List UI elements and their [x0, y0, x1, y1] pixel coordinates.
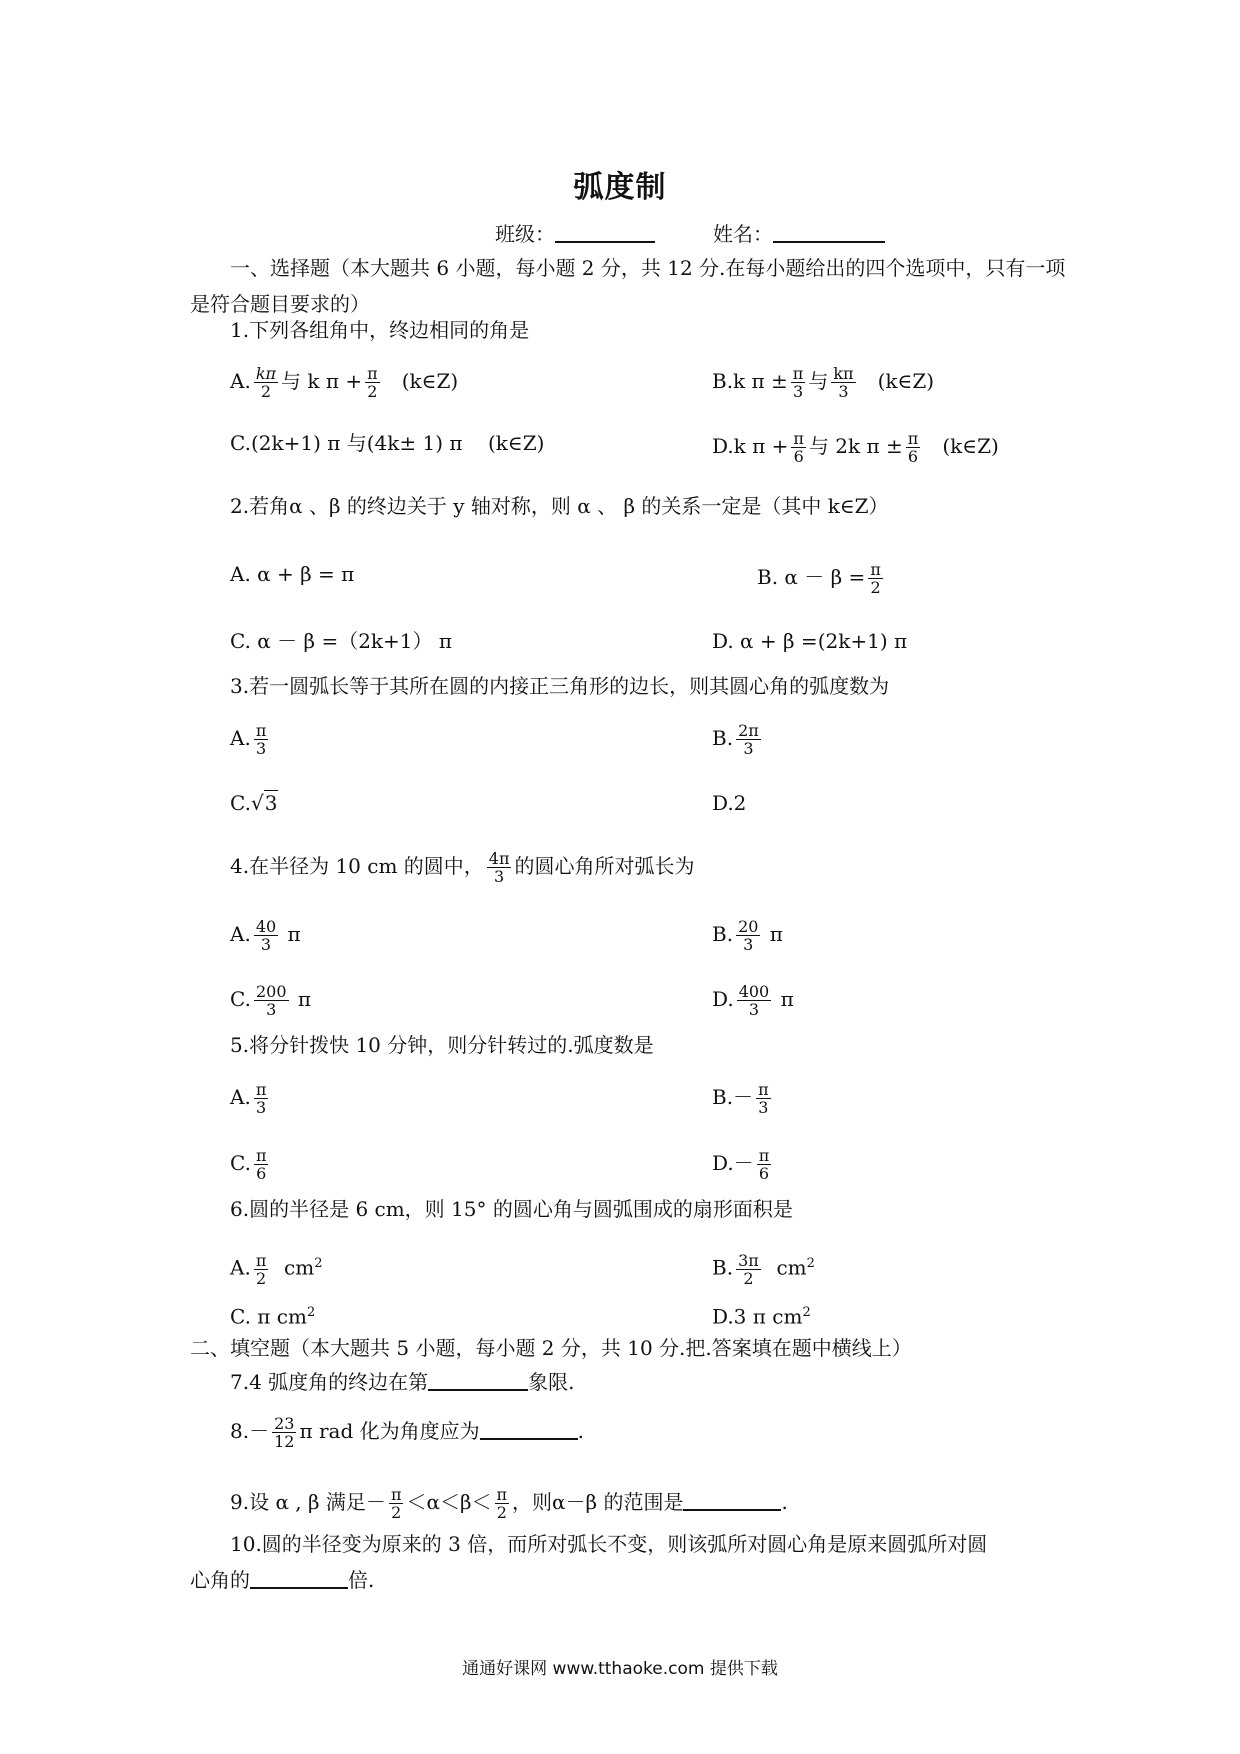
- q5-stem: 5.将分针拨快 10 分钟，则分针转过的.弧度数是: [230, 1033, 654, 1057]
- class-blank: [555, 223, 655, 243]
- q1-option-c: C.(2k+1) π 与(4k± 1) π (k∈Z): [230, 431, 545, 455]
- q10-line1: 10.圆的半径变为原来的 3 倍，而所对弧长不变，则该弧所对圆心角是原来圆弧所对圆: [230, 1532, 988, 1556]
- student-info-line: [495, 218, 885, 247]
- q1-stem: 1.下列各组角中，终边相同的角是: [230, 318, 530, 342]
- q3-option-a: A. $\frac{\pi}{3}$: [230, 721, 267, 758]
- q6-option-c: C. π $cm^2$: [230, 1304, 316, 1329]
- q2-stem: 2.若角α 、β 的终边关于 y 轴对称，则 α 、 β 的关系一定是（其中 k∈Z）: [230, 494, 889, 518]
- q3-option-b: B. $\frac{2\pi}{3}$: [712, 721, 759, 758]
- q10-line2: 心角的 倍.: [190, 1568, 375, 1592]
- q3-stem: 3.若一圆弧长等于其所在圆的内接正三角形的边长，则其圆心角的弧度数为: [230, 674, 890, 698]
- name-blank: [773, 223, 885, 243]
- class-label: 班级：: [495, 222, 555, 246]
- q4-option-b: B. $\frac{20}{3}$ π: [712, 917, 783, 954]
- q8-line: 8.－ $\frac{23}{12}$ π rad 化为角度应为 .: [230, 1414, 584, 1451]
- q6-option-d: D.3 π $cm^2$: [712, 1304, 811, 1329]
- q4-option-c: C. $\frac{200}{3}$ π: [230, 982, 312, 1019]
- q5-option-c: C. $\frac{\pi}{6}$: [230, 1146, 267, 1183]
- section1-heading: 一、选择题（本大题共 6 小题，每小题 2 分，共 12 分.在每小题给出的四个选项中，只有一项是符合题目要求的）: [190, 256, 1066, 316]
- q1-option-b: B.k π ± $\frac{\pi}{3}$ 与 $\frac{k\pi}{3}$ (k∈Z): [712, 364, 935, 401]
- q2-option-c: C. α － β =（2k+1） π: [230, 629, 453, 653]
- q1-option-d: D.k π + $\frac{\pi}{6}$ 与 2k π ± $\frac{\pi}{6}$ (k∈Z): [712, 429, 999, 466]
- q4-stem: 4.在半径为 10 cm 的圆中， $\frac{4\pi}{3}$ 的圆心角所对弧长为: [230, 849, 695, 886]
- section2-heading: 二、填空题（本大题共 5 小题，每小题 2 分，共 10 分.把.答案填在题中横线上）: [190, 1336, 912, 1360]
- q1-option-a: A. $\frac{k\pi}{2}$ 与 k π + $\frac{\pi}{2}$ (k∈Z): [230, 364, 459, 401]
- q5-option-a: A. $\frac{\pi}{3}$: [230, 1080, 267, 1117]
- q9-answer-blank[interactable]: [683, 1491, 781, 1511]
- q10-answer-blank[interactable]: [250, 1569, 348, 1589]
- q3-option-c: C.√3: [230, 791, 278, 815]
- q6-option-a: A. $\frac{\pi}{2}$ $cm^2$: [230, 1250, 323, 1288]
- q2-option-b: B. α － β = $\frac{\pi}{2}$: [757, 560, 881, 597]
- q2-option-a: A. α + β = π: [230, 562, 355, 586]
- q6-option-b: B. $\frac{3\pi}{2}$ $cm^2$: [712, 1250, 815, 1288]
- q5-option-b: B.－ $\frac{\pi}{3}$: [712, 1080, 769, 1117]
- q4-option-a: A. $\frac{40}{3}$ π: [230, 917, 301, 954]
- q8-answer-blank[interactable]: [480, 1420, 578, 1440]
- page-title: 弧度制: [573, 170, 667, 205]
- q3-option-d: D.2: [712, 791, 747, 815]
- q2-option-d: D. α + β =(2k+1) π: [712, 629, 908, 653]
- name-label: 姓名：: [713, 222, 773, 246]
- q9-line: 9.设 α , β 满足－ $\frac{\pi}{2}$ ＜α＜β＜ $\frac{\pi}{2}$ ，则α－β 的范围是 .: [230, 1485, 788, 1522]
- q5-option-d: D.－ $\frac{\pi}{6}$: [712, 1146, 770, 1183]
- q6-stem: 6.圆的半径是 6 cm，则 15° 的圆心角与圆弧围成的扇形面积是: [230, 1197, 793, 1221]
- footer-credit: 通通好课网 www.tthaoke.com 提供下载: [462, 1659, 778, 1679]
- q7-answer-blank[interactable]: [428, 1371, 528, 1391]
- sqrt-symbol: √3: [250, 791, 278, 815]
- q7-line: 7.4 弧度角的终边在第 象限.: [230, 1370, 575, 1394]
- q4-option-d: D. $\frac{400}{3}$ π: [712, 982, 794, 1019]
